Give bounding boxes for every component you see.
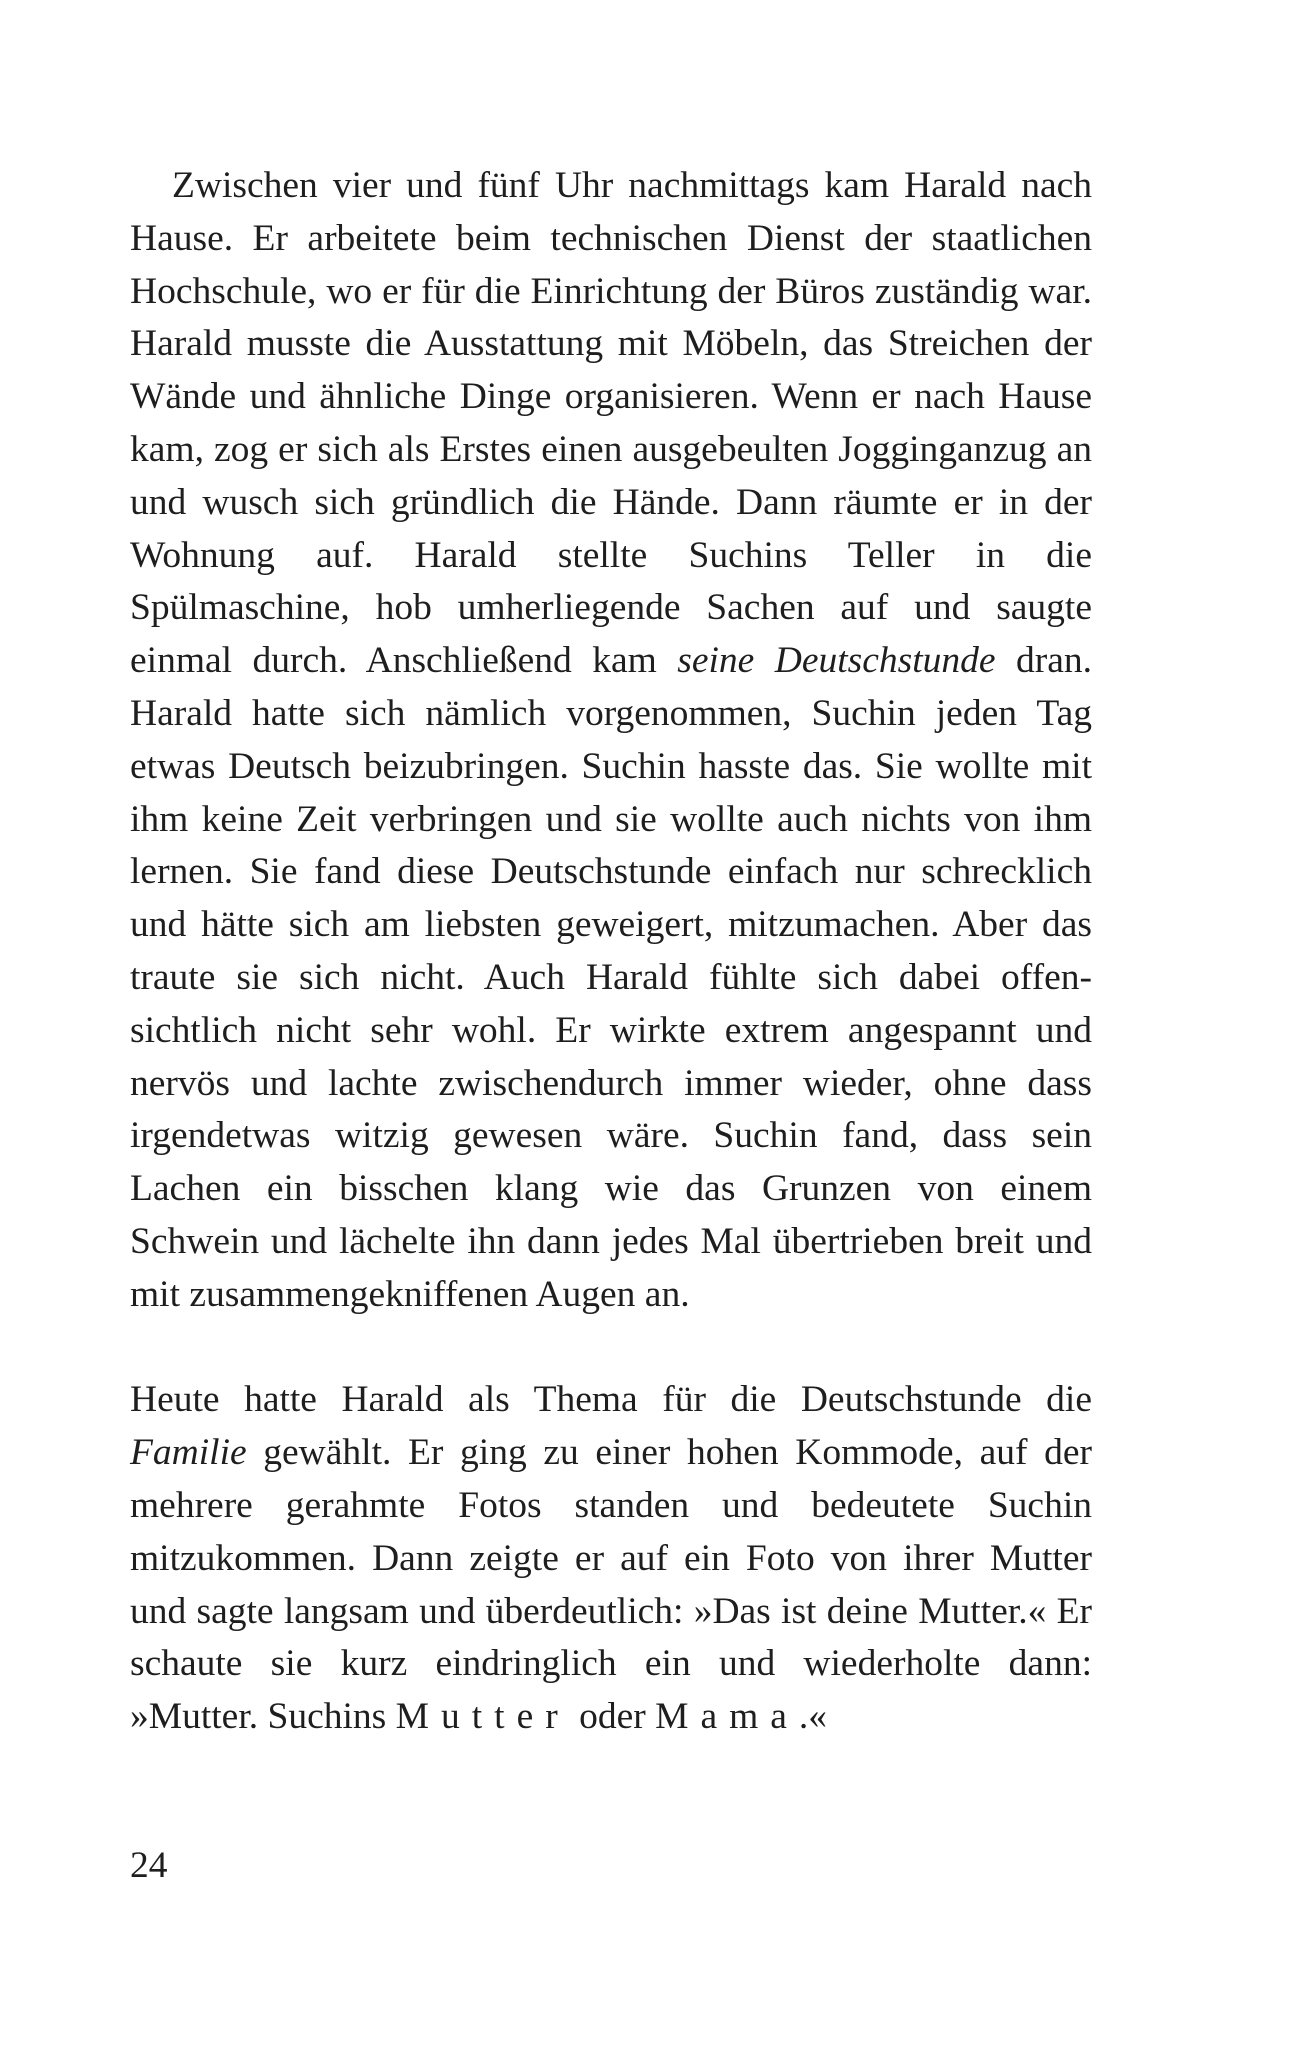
book-page-text bbox=[130, 160, 1092, 1744]
paragraph-2-italic-word: Familie bbox=[130, 1432, 247, 1474]
paragraph-2-text-a: Heute hatte Harald als Thema für die Deutschstunde die bbox=[130, 1379, 1092, 1421]
paragraph-1 bbox=[130, 160, 1092, 1322]
paragraph-1-italic-phrase: seine Deutschstunde bbox=[677, 640, 996, 682]
paragraph-2-text-b: gewählt. Er ging zu einer hohen Kommode, auf der mehrere gerahmte Fotos standen und bedeutete Suchin mitzukommen. Dann zeigte er auf ein Foto von ihrer Mutter und sagte langsam und überdeutlich: »Das ist deine Mutter.« Er schaute sie kurz eindringlich ein und wiederholte dann: »Mutter. Suchins bbox=[130, 1432, 1092, 1738]
paragraph-1-text-a: Zwischen vier und fünf Uhr nachmittags kam Harald nach Hause. Er arbeitete beim technischen Dienst der staatlichen Hochschule, wo er für die Einrichtung der Büros zuständig war. Harald musste die Ausstattung mit Möbeln, das Streichen der Wände und ähnliche Dinge organisieren. Wenn er nach Hause kam, zog er sich als Erstes einen ausgebeulten Jogginganzug an und wusch sich gründlich die Hände. Dann räumte er in der Wohnung auf. Harald stellte Suchins Teller in die Spülmaschine, hob umherliegende Sachen auf und saugte einmal durch. Anschließend kam bbox=[130, 165, 1092, 682]
spaced-word-mama: Mama bbox=[655, 1696, 799, 1738]
paragraph-1-text-b: dran. Harald hatte sich nämlich vorgenommen, Suchin jeden Tag etwas Deutsch beizubringen. Suchin hasste das. Sie wollte mit ihm keine Zeit verbringen und sie wollte auch nichts von ihm lernen. Sie fand diese Deutschstunde einfach nur schrecklich und hätte sich am liebsten geweigert, mitzumachen. Aber das traute sie sich nicht. Auch Harald fühlte sich dabei offensichtlich nicht sehr wohl. Er wirkte extrem angespannt und nervös und lachte zwischendurch immer wieder, ohne dass irgendetwas witzig gewesen wäre. Suchin fand, dass sein Lachen ein bisschen klang wie das Grunzen von einem Schwein und lächelte ihn dann jedes Mal übertrieben breit und mit zusammengekniffenen Augen an. bbox=[130, 640, 1092, 1315]
page-number: 24 bbox=[130, 1845, 168, 1886]
paragraph-2 bbox=[130, 1374, 1092, 1744]
spaced-word-mutter: Mutter bbox=[395, 1696, 570, 1738]
paragraph-2-text-c: oder bbox=[569, 1696, 656, 1738]
paragraph-2-text-d: .« bbox=[798, 1696, 828, 1738]
